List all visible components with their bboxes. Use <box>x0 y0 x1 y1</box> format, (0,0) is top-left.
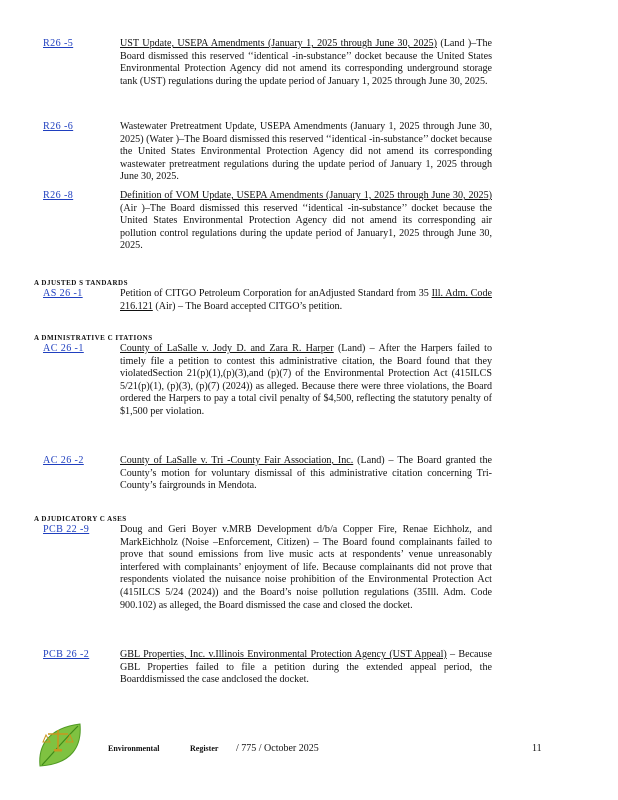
footer-publication: Environmental <box>108 744 160 753</box>
entry-text: (Land) – After the Harpers failed to timely file a petition to contest this administrative citation, the Board found that they violatedSection 21(p)(1),(p)(3),and (p)(7) of the Environmental Protection Act (415ILCS 5/21(p)(1), (p)(3), (p)(7) (2024)) as alleged. Because there were three violations, the Board ordered the Harpers to pay a total civil penalty of $4,500, reflecting the statutory penalty of $1,500 per violation. <box>120 343 492 417</box>
section-heading-administrative-citations: A DMINISTRATIVE C ITATIONS <box>34 334 153 342</box>
docket-code-link[interactable]: R26 -6 <box>43 121 74 132</box>
footer-issue: / 775 / October 2025 <box>236 743 319 754</box>
entry-text: (Air) – The Board accepted CITGO’s petition. <box>152 300 343 312</box>
entry-text: (Air )–The Board dismissed this reserved ‘‘identical -in-substance’’ docket because the United States Environmental Protection Agency did not amend its corresponding air pollution control regulations during the update period of January1, 2025 through June 30, 2025. <box>120 202 492 252</box>
entry-title: County of LaSalle v. Tri -County Fair Association, Inc. <box>120 455 354 466</box>
entry-body <box>120 38 492 88</box>
entry-body <box>120 343 492 419</box>
entry-body <box>120 121 492 184</box>
entry-text: (Land) – The Board granted the County’s motion for voluntary dismissal of this administrative citation concerning Tri-County’s fairgrounds in Mendota. <box>120 455 492 492</box>
entry-body <box>120 649 492 687</box>
entry-title: GBL Properties, Inc. v.Illinois Environmental Protection Agency (UST Appeal) <box>120 649 447 660</box>
docket-code-link[interactable]: PCB 22 -9 <box>43 524 90 535</box>
entry-text-pre: Petition of CITGO Petroleum Corporation for anAdjusted Standard from 35 <box>120 288 432 299</box>
docket-code-link[interactable]: R26 -5 <box>43 38 74 49</box>
section-heading-adjudicatory-cases: A DJUDICATORY C ASES <box>34 515 127 523</box>
docket-code-link[interactable]: AC 26 -2 <box>43 455 84 466</box>
docket-code-link[interactable]: R26 -8 <box>43 190 74 201</box>
entry-title: County of LaSalle v. Jody D. and Zara R. Harper <box>120 343 334 354</box>
docket-code-link[interactable]: AS 26 -1 <box>43 288 83 299</box>
entry-text: (Land )–The Board dismissed this reserved ‘‘identical -in-substance’’ docket because the United States Environmental Protection Agency did not amend its corresponding underground storage tank (UST) regulations during the update period of January 1, 2025 through June 30, 2025. <box>120 38 492 87</box>
entry-title: Ill. Adm. Code 216.121 <box>120 288 492 312</box>
entry-body <box>120 288 492 313</box>
entry-text: Wastewater Pretreatment Update, USEPA Amendments (January 1, 2025 through June 30, 2025) (Water )–The Board dismissed this reserved ‘‘identical -in-substance’’ docket because the United States Environmental Protection Agency did not amend its corresponding wastewater pretreatment regulations during the update period of January 1, 2025 through June 30, 2025. <box>120 121 492 183</box>
entry-title: UST Update, USEPA Amendments (January 1, 2025 through June 30, 2025) <box>120 38 437 49</box>
entry-body <box>120 455 492 493</box>
footer-register: Register <box>190 744 219 753</box>
page-number: 11 <box>532 743 542 754</box>
entry-text: Doug and Geri Boyer v.MRB Development d/b/a Copper Fire, Renae Eichholz, and MarkEichholz (Noise –Enforcement, Citizen) – The Board found complainants failed to prove that sound emissions from live music acts at respondents’ venue unreasonably interfered with complainants’ enjoyment of life. Because complainants did not prove that respondents violated the nuisance noise prohibition of the Environmental Protection Act (415ILCS 5/24 (2024)) and the Board’s noise pollution regulations (35Ill. Adm. Code 900.102) as alleged, the Board dismissed the case and closed the docket. <box>120 524 492 611</box>
docket-code-link[interactable]: AC 26 -1 <box>43 343 84 354</box>
entry-title: Definition of VOM Update, USEPA Amendments (January 1, 2025 through June 30, 2025) <box>120 190 492 201</box>
entry-text: – Because GBL Properties failed to file a petition during the extended appeal period, the Boarddismissed the case andclosed the docket. <box>120 649 492 686</box>
section-heading-adjusted-standards: A DJUSTED S TANDARDS <box>34 279 128 287</box>
docket-code-link[interactable]: PCB 26 -2 <box>43 649 90 660</box>
entry-body <box>120 524 492 612</box>
leaf-scales-logo-icon <box>34 716 90 772</box>
entry-body <box>120 190 492 253</box>
